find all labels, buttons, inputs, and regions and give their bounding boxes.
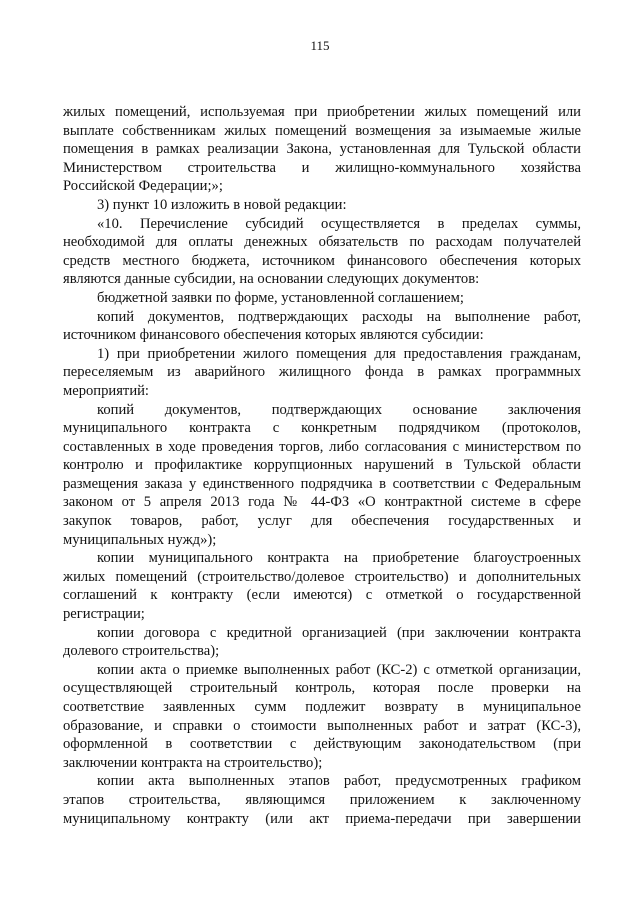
text-line: копии договора с кредитной организацией (при заключении контракта xyxy=(97,624,581,641)
paragraph xyxy=(63,345,581,401)
text-line: переселяемым из аварийного жилищного фонда в рамках программных xyxy=(63,364,581,381)
text-line: составленных в ходе проведения торгов, либо согласования с министерством по xyxy=(63,438,581,455)
text-line: копии акта выполненных этапов работ, предусмотренных графиком xyxy=(97,773,581,790)
paragraph xyxy=(63,549,581,623)
text-line: копии акта о приемке выполненных работ (КС-2) с отметкой организации, xyxy=(97,661,581,678)
text-line: контролю и профилактике коррупционных нарушений в Тульской области xyxy=(63,457,581,474)
text-line: жилых помещений (строительство/долевое строительство) и дополнительных xyxy=(63,568,581,585)
text-line: 1) при приобретении жилого помещения для предоставления гражданам, xyxy=(97,345,581,362)
text-line: являются данные субсидии, на основании следующих документов: xyxy=(63,271,480,288)
text-line: мероприятий: xyxy=(63,382,149,399)
text-line: муниципального контракта с конкретным подрядчиком (протоколов, xyxy=(63,420,581,437)
text-line: долевого строительства); xyxy=(63,643,220,660)
document-body xyxy=(63,103,581,828)
text-line: «10. Перечисление субсидий осуществляется в пределах суммы, xyxy=(97,215,581,232)
page-number: 115 xyxy=(310,38,330,53)
text-line: регистрации; xyxy=(63,606,145,623)
paragraph xyxy=(63,772,581,828)
paragraph xyxy=(63,624,581,661)
text-line: законом от 5 апреля 2013 года № 44-ФЗ «О контрактной системе в сфере xyxy=(63,494,581,511)
paragraph xyxy=(63,103,581,196)
text-line: необходимой для оплаты денежных обязательств по расходам получателей xyxy=(63,234,581,251)
text-line: соглашений к контракту (если имеются) с отметкой о государственной xyxy=(63,587,581,604)
text-line: Российской Федерации;»; xyxy=(63,178,223,195)
text-line: образование, и справки о стоимости выполненных работ и затрат (КС-3), xyxy=(63,717,581,734)
text-line: выплате собственникам жилых помещений возмещения за изымаемые жилые xyxy=(63,122,581,139)
paragraph xyxy=(63,196,581,215)
paragraph xyxy=(63,308,581,345)
text-line: копий документов, подтверждающих основание заключения xyxy=(97,401,581,418)
text-line: осуществляющей строительный контроль, которая после проверки на xyxy=(63,680,581,697)
text-line: оформленной в соответствии с действующим законодательством (при xyxy=(63,736,581,753)
paragraph xyxy=(63,215,581,289)
text-line: жилых помещений, используемая при приобретении жилых помещений или xyxy=(63,104,581,120)
text-line: Министерством строительства и жилищно-коммунального хозяйства xyxy=(63,159,581,176)
text-line: помещения в рамках реализации Закона, установленная для Тульской области xyxy=(63,141,581,158)
text-line: 3) пункт 10 изложить в новой редакции: xyxy=(97,196,347,213)
text-line: копий документов, подтверждающих расходы на выполнение работ, xyxy=(97,308,581,325)
paragraph xyxy=(63,661,581,773)
paragraph xyxy=(63,289,581,308)
text-line: соответствие заявленных сумм подлежит возврату в муниципальное xyxy=(63,699,581,715)
text-line: источником финансового обеспечения которых являются субсидии: xyxy=(63,327,484,344)
text-line: заключении контракта на строительство); xyxy=(63,754,323,771)
text-line: муниципальных нужд»); xyxy=(63,531,217,548)
text-line: копии муниципального контракта на приобретение благоустроенных xyxy=(97,550,581,567)
text-line: муниципальному контракту (или акт приема-передачи при завершении xyxy=(63,810,581,827)
paragraph xyxy=(63,401,581,550)
text-line: закупок товаров, работ, услуг для обеспечения государственных и xyxy=(63,513,581,530)
text-line: этапов строительства, являющимся приложением к заключенному xyxy=(63,791,581,808)
text-line: бюджетной заявки по форме, установленной соглашением; xyxy=(97,289,464,306)
text-line: средств местного бюджета, источником финансового обеспечения которых xyxy=(63,252,581,269)
text-line: размещения заказа у единственного подрядчика в соответствии с Федеральным xyxy=(63,475,581,492)
